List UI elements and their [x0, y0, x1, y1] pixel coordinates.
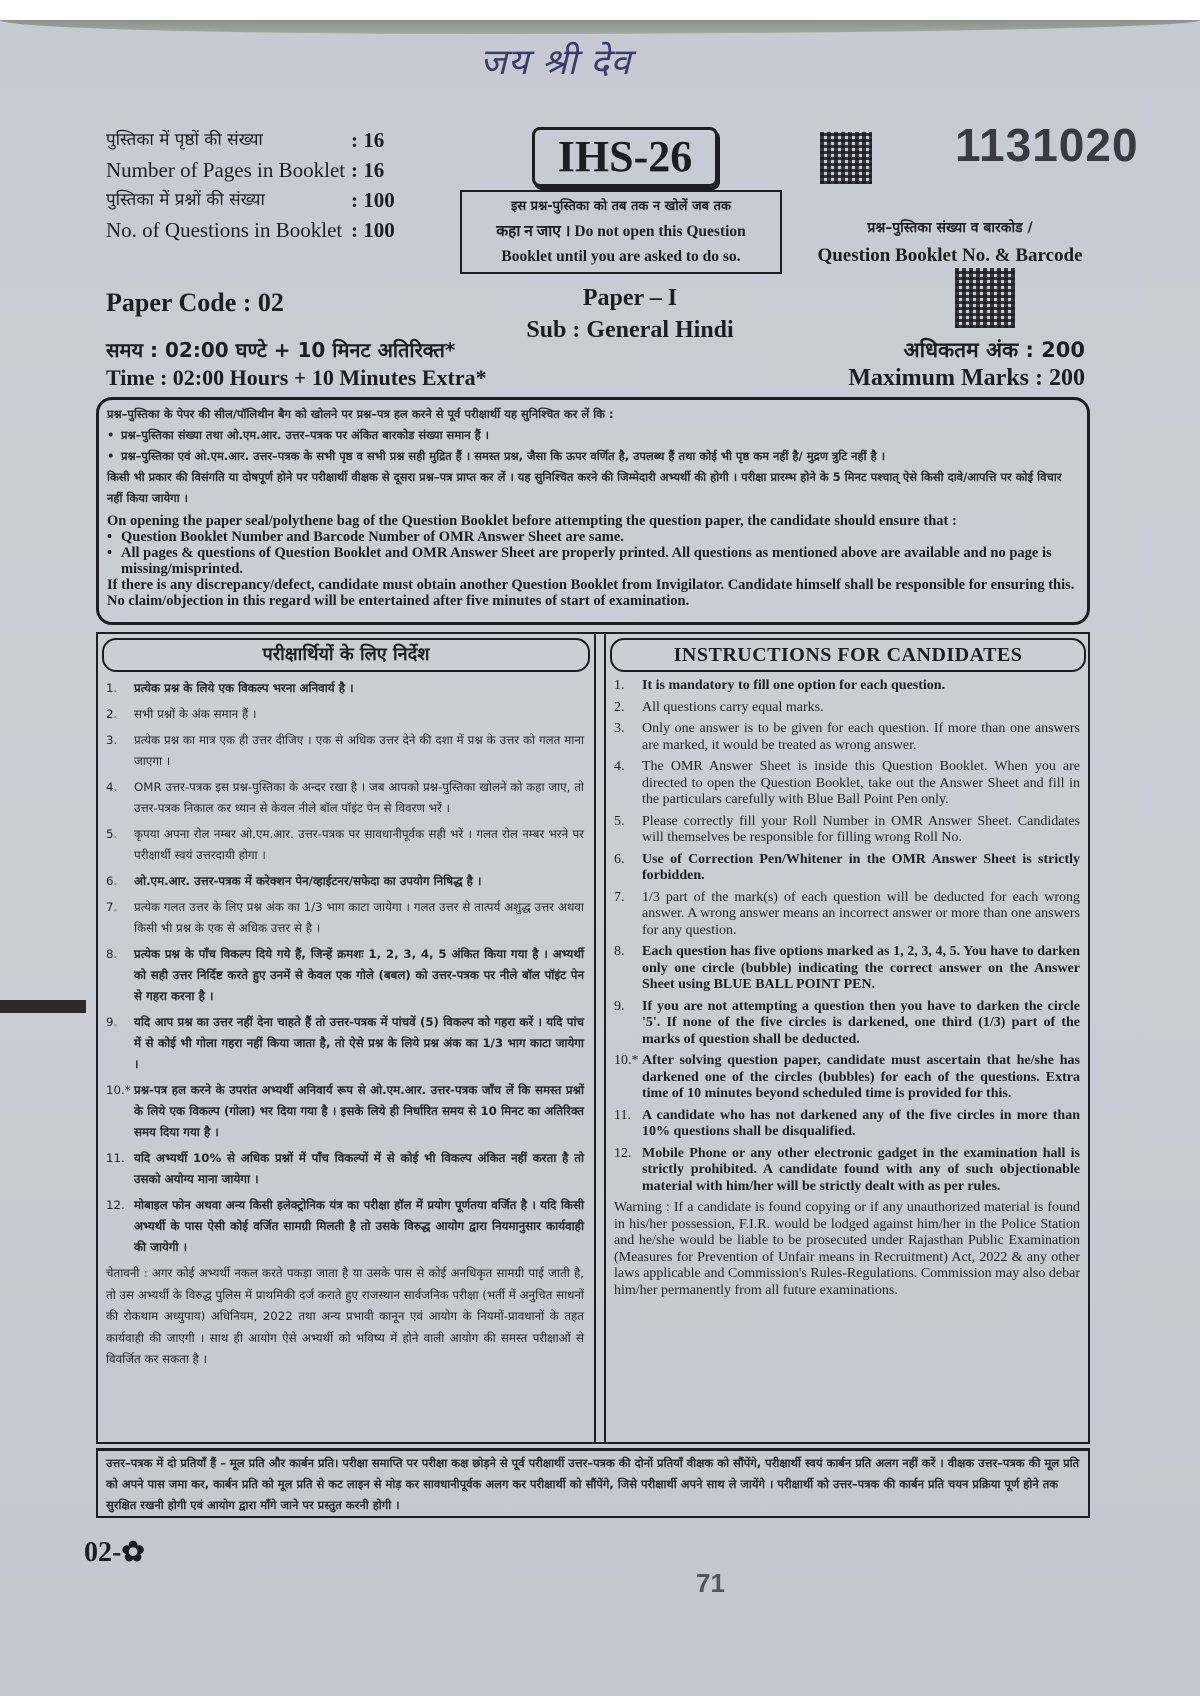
warning-english: Warning : If a candidate is found copying or if any unauthorized material is found in his/her possession, F.I.R. would be lodged against him/her in the Police Station and he/she would be liable to be prosecuted under Rajasthan Public Examination (Measures for Prevention of Unfair means in Recruitment) Act, 2022 & any other laws applicable and Commission's Rules-Regulations. Commission may also debar him/her permanently from all future examinations.	[614, 1200, 1080, 1298]
meta-row: Number of Pages in Booklet : 16	[106, 158, 385, 182]
list-item: 5. Please correctly fill your Roll Number in OMR Answer Sheet. Candidates will themselves be responsible for filling wrong Roll No.	[614, 813, 1080, 845]
time-english: Time : 02:00 Hours + 10 Minutes Extra*	[106, 365, 487, 390]
list-item: 6. Use of Correction Pen/Whitener in the OMR Answer Sheet is strictly forbidden.	[614, 851, 1080, 883]
list-item: 7. प्रत्येक गलत उत्तर के लिए प्रश्न अंक का 1/3 भाग काटा जायेगा । गलत उत्तर से तात्पर्य अशुद्ध उत्तर अथवा किसी भी प्रश्न के एक से अधिक उत्तर से है ।	[106, 900, 584, 935]
meta-row: No. of Questions in Booklet : 100	[106, 218, 395, 242]
booklet-number: 1131020	[955, 119, 1139, 171]
paper-code: Paper Code : 02	[106, 288, 284, 317]
list-item: 10.* After solving question paper, candidate must ascertain that he/she has darkened one of the circles (bubbles) for each of the questions. Extra time of 10 minutes beyond scheduled time is provided for this.	[614, 1053, 1080, 1101]
list-item: 11. A candidate who has not darkened any of the five circles in more than 10% questions shall be disqualified.	[614, 1107, 1080, 1139]
list-item: 3. प्रत्येक प्रश्न का मात्र एक ही उत्तर दीजिए । एक से अधिक उत्तर देने की दशा में प्रश्न के उत्तर को गलत माना जाएगा ।	[106, 733, 584, 768]
list-item: 11. यदि अभ्यर्थी 10% से अधिक प्रश्नों में पाँच विकल्पों में से कोई भी विकल्प अंकित नहीं करता है तो उसको अयोग्य माना जायेगा ।	[106, 1151, 584, 1186]
list-item: 5. कृपया अपना रोल नम्बर ओ.एम.आर. उत्तर-पत्रक पर सावधानीपूर्वक सही भरें । गलत रोल नम्बर भरने पर परीक्षार्थी स्वयं उत्तरदायी होगा ।	[106, 827, 584, 862]
list-item: 1. प्रत्येक प्रश्न के लिये एक विकल्प भरना अनिवार्य है ।	[106, 681, 354, 695]
list-item: 12. Mobile Phone or any other electronic gadget in the examination hall is strictly prohibited. A candidate found with any of such objectionable material with him/her will be strictly dealt with as per rules.	[614, 1145, 1080, 1194]
max-marks-english: Maximum Marks : 200	[848, 365, 1085, 391]
barcode-icon	[955, 268, 1015, 328]
max-marks-hindi: अधिकतम अंक : 200	[903, 338, 1085, 362]
list-item: 9. यदि आप प्रश्न का उत्तर नहीं देना चाहते हैं तो उत्तर-पत्रक में पांचवें (5) विकल्प को गहरा करें । यदि पांच में से कोई भी गोला गहरा नहीं किया जाता है, तो ऐसे प्रश्न के लिये प्रश्न अंक का 1/3 भाग काटा जायेगा ।	[106, 1015, 584, 1071]
instructions-section	[96, 632, 1090, 1444]
list-item: 2. All questions carry equal marks.	[614, 699, 824, 715]
list-item: 4. The OMR Answer Sheet is inside this Question Booklet. When you are directed to open the Question Booklet, take out the Answer Sheet and fill in the particulars carefully with Blue Ball Point Pen only.	[614, 759, 1080, 807]
list-item: 1. It is mandatory to fill one option for each question.	[614, 678, 946, 693]
list-item: 12. मोबाइल फोन अथवा अन्य किसी इलेक्ट्रोनिक यंत्र का परीक्षा हॉल में प्रयोग पूर्णतया वर्जित है । यदि किसी अभ्यर्थी के पास ऐसी कोई वर्जित सामग्री मिलती है तो उसके विरुद्ध आयोग द्वारा नियमानुसार कार्यवाही की जायेगी ।	[106, 1198, 584, 1254]
handwritten-note: जय श्री देव	[480, 42, 632, 83]
pre-exam-check-notice: प्रश्न–पुस्तिका के पेपर की सील/पॉलिथीन बैग को खोलने पर प्रश्न–पत्र हल करने से पूर्व परीक्षार्थी यह सुनिश्चित कर लें कि : • प्रश्न–पुस्तिका संख्या तथा ओ.एम.आर. उत्तर–पत्रक पर अंकित बारकोड संख्या समान हैं । • प्रश्न–पुस्तिका एवं ओ.एम.आर. उत्तर–पत्रक के सभी पृष्ठ व सभी प्रश्न सही मुद्रित हैं । समस्त प्रश्न, जैसा कि ऊपर वर्णित है, उपलब्ध हैं तथा कोई भी पृष्ठ कम नहीं है/ मुद्रण त्रुटि नहीं है । किसी भी प्रकार की विसंगति या दोषपूर्ण होने पर परीक्षार्थी वीक्षक से दूसरा प्रश्न–पत्र प्राप्त कर लें । यह सुनिश्चित करने की जिम्मेदारी अभ्यर्थी की होगी । परीक्षा प्रारम्भ होने के 5 मिनट पश्चात् ऐसे किसी दावे/आपत्ति पर कोई विचार नहीं किया जायेगा । On opening the paper seal/polythene bag of the Question Booklet before attempting the question paper, the candidate should ensure that : • Question Booklet Number and Barcode Number of OMR Answer Sheet are same. • All pages & questions of Question Booklet and OMR Answer Sheet are properly printed. All questions as mentioned above are available and no page is missing/misprinted. If there is any discrepancy/defect, candidate must obtain another Question Booklet from Invigilator. Candidate himself shall be responsible for ensuring this. No claim/objection in this regard will be entertained after five minutes of start of examination.	[96, 397, 1090, 625]
instructions-hindi-title: परीक्षार्थियों के लिए निर्देश	[102, 638, 590, 672]
meta-row: पुस्तिका में पृष्ठों की संख्या : 16	[106, 128, 385, 152]
time-hindi: समय : 02:00 घण्टे + 10 मिनट अतिरिक्त*	[106, 338, 456, 362]
instructions-english	[604, 634, 1090, 1442]
barcode-icon	[820, 132, 872, 184]
carbon-copy-note: उत्तर–पत्रक में दो प्रतियाँ हैं – मूल प्रति और कार्बन प्रति। परीक्षा समाप्ति पर परीक्षा कक्ष छोड़ने से पूर्व परीक्षार्थी उत्तर–पत्रक की दोनों प्रतियाँ वीक्षक को सौंपेंगे, परीक्षार्थी स्वयं कार्बन प्रति अलग नहीं करें । वीक्षक उत्तर–पत्रक की मूल प्रति को अपने पास जमा कर, कार्बन प्रति को मूल प्रति से कट लाइन से मोड़ कर सावधानीपूर्वक अलग कर परीक्षार्थी को सौंपेंगे, जिसे परीक्षार्थी अपने साथ ले जायेंगे । परीक्षार्थी को उत्तर–पत्रक की कार्बन प्रति चयन प्रक्रिया पूर्ण होने तक सुरक्षित रखनी होगी एवं आयोग द्वारा माँगे जाने पर प्रस्तुत करनी होगी ।	[96, 1448, 1090, 1518]
exam-code: IHS-26	[532, 127, 718, 187]
booklet-meta	[106, 125, 395, 245]
meta-row: पुस्तिका में प्रश्नों की संख्या : 100	[106, 188, 395, 212]
do-not-open-notice: इस प्रश्न-पुस्तिका को तब तक न खोलें जब तक कहा न जाए । Do not open this Question Booklet until you are asked to do so.	[460, 190, 782, 274]
warning-hindi: चेतावनी : अगर कोई अभ्यर्थी नकल करते पकड़ा जाता है या उसके पास से कोई अनधिकृत सामग्री पाई जाती है, तो उस अभ्यर्थी के विरुद्ध पुलिस में प्राथमिकी दर्ज कराते हुए राजस्थान सार्वजनिक परीक्षा (भर्ती में अनुचित साधनों की रोकथाम अध्युपाय) अधिनियम, 2022 तथा अन्य प्रभावी कानून एवं आयोग के नियमों-प्रावधानों के तहत कार्यवाही की जाएगी । साथ ही आयोग ऐसे अभ्यर्थी को भविष्य में होने वाली आयोग की समस्त परीक्षाओं से विवर्जित कर सकता है ।	[106, 1266, 584, 1366]
list-item: 6. ओ.एम.आर. उत्तर-पत्रक में करेक्शन पेन/व्हाईटनर/सफेदा का उपयोग निषिद्ध है ।	[106, 874, 482, 888]
list-item: 7. 1/3 part of the mark(s) of each question will be deducted for each wrong answer. A wrong answer means an incorrect answer or more than one answers for any question.	[614, 889, 1080, 938]
instructions-hindi	[98, 634, 596, 1442]
page-number: 71	[696, 1568, 725, 1598]
list-item: 4. OMR उत्तर-पत्रक इस प्रश्न-पुस्तिका के अन्दर रखा है । जब आपको प्रश्न-पुस्तिका खोलने को कहा जाए, तो उत्तर-पत्रक निकाल कर ध्यान से केवल नीले बॉल पॉइंट पेन से विवरण भरें ।	[106, 780, 584, 815]
list-item: 9. If you are not attempting a question then you have to darken the circle '5'. If none of the five circles is darkened, one third (1/3) part of the marks of question shall be deducted.	[614, 998, 1080, 1047]
instructions-english-title: INSTRUCTIONS FOR CANDIDATES	[610, 638, 1086, 672]
paper-title: Paper – I Sub : General Hindi	[526, 285, 734, 343]
list-item: 8. Each question has five options marked as 1, 2, 3, 4, 5. You have to darken only one circle (bubble) indicating the correct answer on the Answer Sheet using BLUE BALL POINT PEN.	[614, 944, 1080, 992]
footer-code: 02-✿	[84, 1537, 145, 1568]
list-item: 2. सभी प्रश्नों के अंक समान हैं ।	[106, 707, 257, 721]
booklet-number-label: प्रश्न–पुस्तिका संख्या व बारकोड / Question Booklet No. & Barcode	[817, 220, 1083, 266]
binding-mark	[0, 1000, 86, 1013]
list-item: 10.* प्रश्न-पत्र हल करने के उपरांत अभ्यर्थी अनिवार्य रूप से ओ.एम.आर. उत्तर-पत्रक जाँच लें कि समस्त प्रश्नों के लिये एक विकल्प (गोला) भर दिया गया है । इसके लिये ही निर्धारित समय से 10 मिनट का अतिरिक्त समय दिया गया है ।	[106, 1083, 584, 1139]
list-item: 8. प्रत्येक प्रश्न के पाँच विकल्प दिये गये हैं, जिन्हें क्रमशः 1, 2, 3, 4, 5 अंकित किया गया है । अभ्यर्थी को सही उत्तर निर्दिष्ट करते हुए उनमें से केवल एक गोले (बबल) को उत्तर-पत्रक पर नीले बॉल पॉइंट पेन से गहरा करना है ।	[106, 947, 584, 1003]
list-item: 3. Only one answer is to be given for each question. If more than one answers are marked, it would be treated as wrong answer.	[614, 721, 1080, 753]
